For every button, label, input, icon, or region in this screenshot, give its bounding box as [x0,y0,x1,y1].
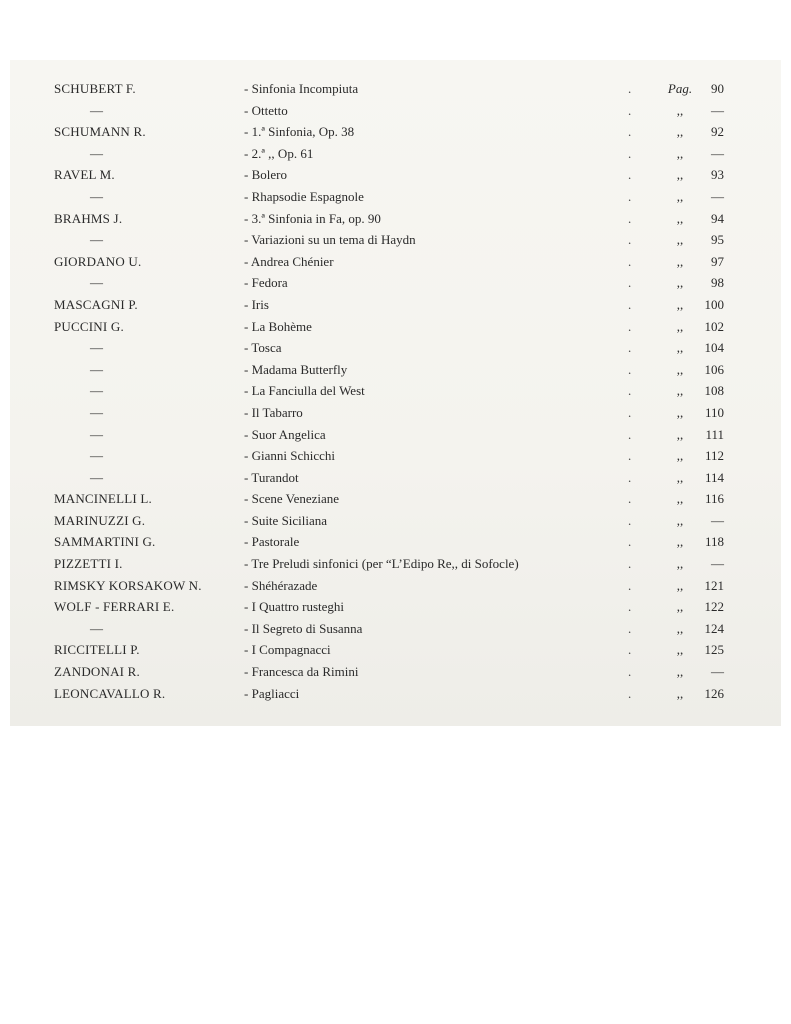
work-title: - Sinfonia Incompiuta [244,78,664,100]
toc-row [0,575,791,597]
composer-name: RAVEL M. [54,167,115,183]
table-of-contents [0,78,791,704]
ditto-mark: ,, [676,426,684,442]
ditto-mark: ,, [676,685,684,701]
leader-dots [628,272,650,294]
composer-name: — [90,383,104,399]
ditto-mark: ,, [676,556,684,572]
leader-dots [628,186,650,208]
composer-name: MARINUZZI G. [54,512,146,528]
work-title: - Bolero [244,164,664,186]
work-title: - Turandot [244,467,664,489]
work-title: - I Compagnacci [244,639,664,661]
ditto-mark: ,, [676,383,684,399]
toc-row [0,337,791,359]
ditto-mark: ,, [676,124,684,140]
work-title: - Suor Angelica [244,424,664,446]
toc-row [0,294,791,316]
work-title: - Fedora [244,272,664,294]
work-title: - Madama Butterfly [244,359,664,381]
leader-dots [628,337,650,359]
toc-row [0,639,791,661]
leader-dots [628,445,650,467]
page-number: 90 [711,81,724,96]
toc-row [0,424,791,446]
ditto-mark: ,, [676,512,684,528]
leader-dots [628,553,650,575]
page-number: — [711,512,724,528]
leader-dots [628,229,650,251]
page-number: 104 [704,340,724,356]
work-title: - Suite Siciliana [244,510,664,532]
page-number: 98 [711,275,724,291]
page-number: — [711,556,724,572]
composer-name: — [90,188,104,204]
leader-dots [628,359,650,381]
composer-name: — [90,361,104,377]
ditto-mark: ,, [676,599,684,615]
page-number: 94 [711,210,724,226]
toc-row [0,596,791,618]
page-number: 122 [704,599,724,615]
ditto-mark: ,, [676,361,684,377]
leader-dots [628,488,650,510]
page-number: 121 [704,577,724,593]
work-title: - Tosca [244,337,664,359]
work-title: - La Fanciulla del West [244,380,664,402]
toc-row [0,618,791,640]
leader-dots [628,639,650,661]
ditto-mark: ,, [676,318,684,334]
ditto-mark: ,, [676,253,684,269]
toc-row [0,229,791,251]
work-title: - Iris [244,294,664,316]
composer-name: GIORDANO U. [54,253,142,269]
toc-row [0,683,791,705]
toc-row [0,510,791,532]
toc-row [0,380,791,402]
toc-row [0,359,791,381]
leader-dots [628,316,650,338]
page-number: 125 [704,642,724,658]
leader-dots [628,424,650,446]
ditto-mark: ,, [676,167,684,183]
composer-name: RICCITELLI P. [54,642,140,658]
ditto-mark: ,, [676,620,684,636]
toc-row [0,143,791,165]
work-title: - La Bohème [244,316,664,338]
work-title: - Rhapsodie Espagnole [244,186,664,208]
work-title: - Gianni Schicchi [244,445,664,467]
ditto-mark: ,, [676,664,684,680]
ditto-mark: ,, [676,188,684,204]
ditto-mark: ,, [676,534,684,550]
ditto-mark: ,, [676,210,684,226]
leader-dots [628,78,650,100]
page-number: — [711,664,724,680]
page-number: 97 [711,253,724,269]
composer-name: — [90,232,104,248]
work-title: - Variazioni su un tema di Haydn [244,229,664,251]
toc-row [0,445,791,467]
ditto-mark: ,, [676,296,684,312]
ditto-mark: ,, [676,577,684,593]
work-title: - 2.ª ,, Op. 61 [244,143,664,165]
page-number: 126 [704,685,724,701]
composer-name: SAMMARTINI G. [54,534,156,550]
leader-dots [628,143,650,165]
page-number: 110 [704,404,724,420]
leader-dots [628,121,650,143]
composer-name: — [90,448,104,464]
page-number: 106 [704,361,724,377]
page-number: 102 [704,318,724,334]
composer-name: — [90,404,104,420]
composer-name: MASCAGNI P. [54,296,138,312]
leader-dots [628,531,650,553]
composer-name: MANCINELLI L. [54,491,152,507]
page-number: 114 [704,469,724,485]
leader-dots [628,575,650,597]
toc-row [0,553,791,575]
composer-name: — [90,102,104,118]
page-number: 108 [704,383,724,399]
composer-name: — [90,469,104,485]
ditto-mark: ,, [676,491,684,507]
toc-row [0,121,791,143]
page-number: — [711,188,724,204]
composer-name: PIZZETTI I. [54,556,123,572]
composer-name: — [90,275,104,291]
toc-row [0,78,791,100]
work-title: - Ottetto [244,100,664,122]
leader-dots [628,402,650,424]
composer-name: PUCCINI G. [54,318,124,334]
composer-name: BRAHMS J. [54,210,123,226]
composer-name: ZANDONAI R. [54,664,140,680]
composer-name: LEONCAVALLO R. [54,685,166,701]
page-number: 124 [704,620,724,636]
leader-dots [628,100,650,122]
page-number: 116 [704,491,724,507]
work-title: - Shéhérazade [244,575,664,597]
ditto-mark: ,, [676,469,684,485]
work-title: - Scene Veneziane [244,488,664,510]
toc-row [0,208,791,230]
composer-name: SCHUMANN R. [54,124,146,140]
page-number: 112 [704,448,724,464]
toc-row [0,100,791,122]
leader-dots [628,510,650,532]
leader-dots [628,661,650,683]
ditto-mark: ,, [676,340,684,356]
ditto-mark: ,, [676,102,684,118]
composer-name: — [90,620,104,636]
toc-row [0,164,791,186]
work-title: - 3.ª Sinfonia in Fa, op. 90 [244,208,664,230]
composer-name: — [90,145,104,161]
work-title: - Tre Preludi sinfonici (per “L’Edipo Re,, di Sofocle) [244,553,664,575]
ditto-mark: ,, [676,232,684,248]
work-title: - I Quattro rusteghi [244,596,664,618]
ditto-mark: ,, [676,145,684,161]
page-label: Pag. [667,81,693,96]
composer-name: SCHUBERT F. [54,81,136,96]
work-title: - 1.ª Sinfonia, Op. 38 [244,121,664,143]
page-number: — [711,145,724,161]
toc-row [0,186,791,208]
ditto-mark: ,, [676,404,684,420]
toc-row [0,488,791,510]
page-number: 95 [711,232,724,248]
work-title: - Pagliacci [244,683,664,705]
ditto-mark: ,, [676,448,684,464]
work-title: - Pastorale [244,531,664,553]
toc-row [0,402,791,424]
composer-name: — [90,426,104,442]
toc-row [0,272,791,294]
composer-name: WOLF - FERRARI E. [54,599,175,615]
page-number: 100 [704,296,724,312]
page-number: 93 [711,167,724,183]
toc-row [0,661,791,683]
leader-dots [628,596,650,618]
leader-dots [628,294,650,316]
ditto-mark: ,, [676,275,684,291]
page-number: — [711,102,724,118]
leader-dots [628,683,650,705]
work-title: - Francesca da Rimini [244,661,664,683]
toc-row [0,251,791,273]
leader-dots [628,251,650,273]
page-number: 111 [705,426,724,442]
toc-row [0,467,791,489]
leader-dots [628,380,650,402]
toc-row [0,316,791,338]
leader-dots [628,618,650,640]
composer-name: — [90,340,104,356]
ditto-mark: ,, [676,642,684,658]
work-title: - Il Tabarro [244,402,664,424]
composer-name: RIMSKY KORSAKOW N. [54,577,202,593]
page-number: 92 [711,124,724,140]
leader-dots [628,208,650,230]
leader-dots [628,467,650,489]
work-title: - Andrea Chénier [244,251,664,273]
toc-row [0,531,791,553]
work-title: - Il Segreto di Susanna [244,618,664,640]
page-number: 118 [704,534,724,550]
leader-dots [628,164,650,186]
